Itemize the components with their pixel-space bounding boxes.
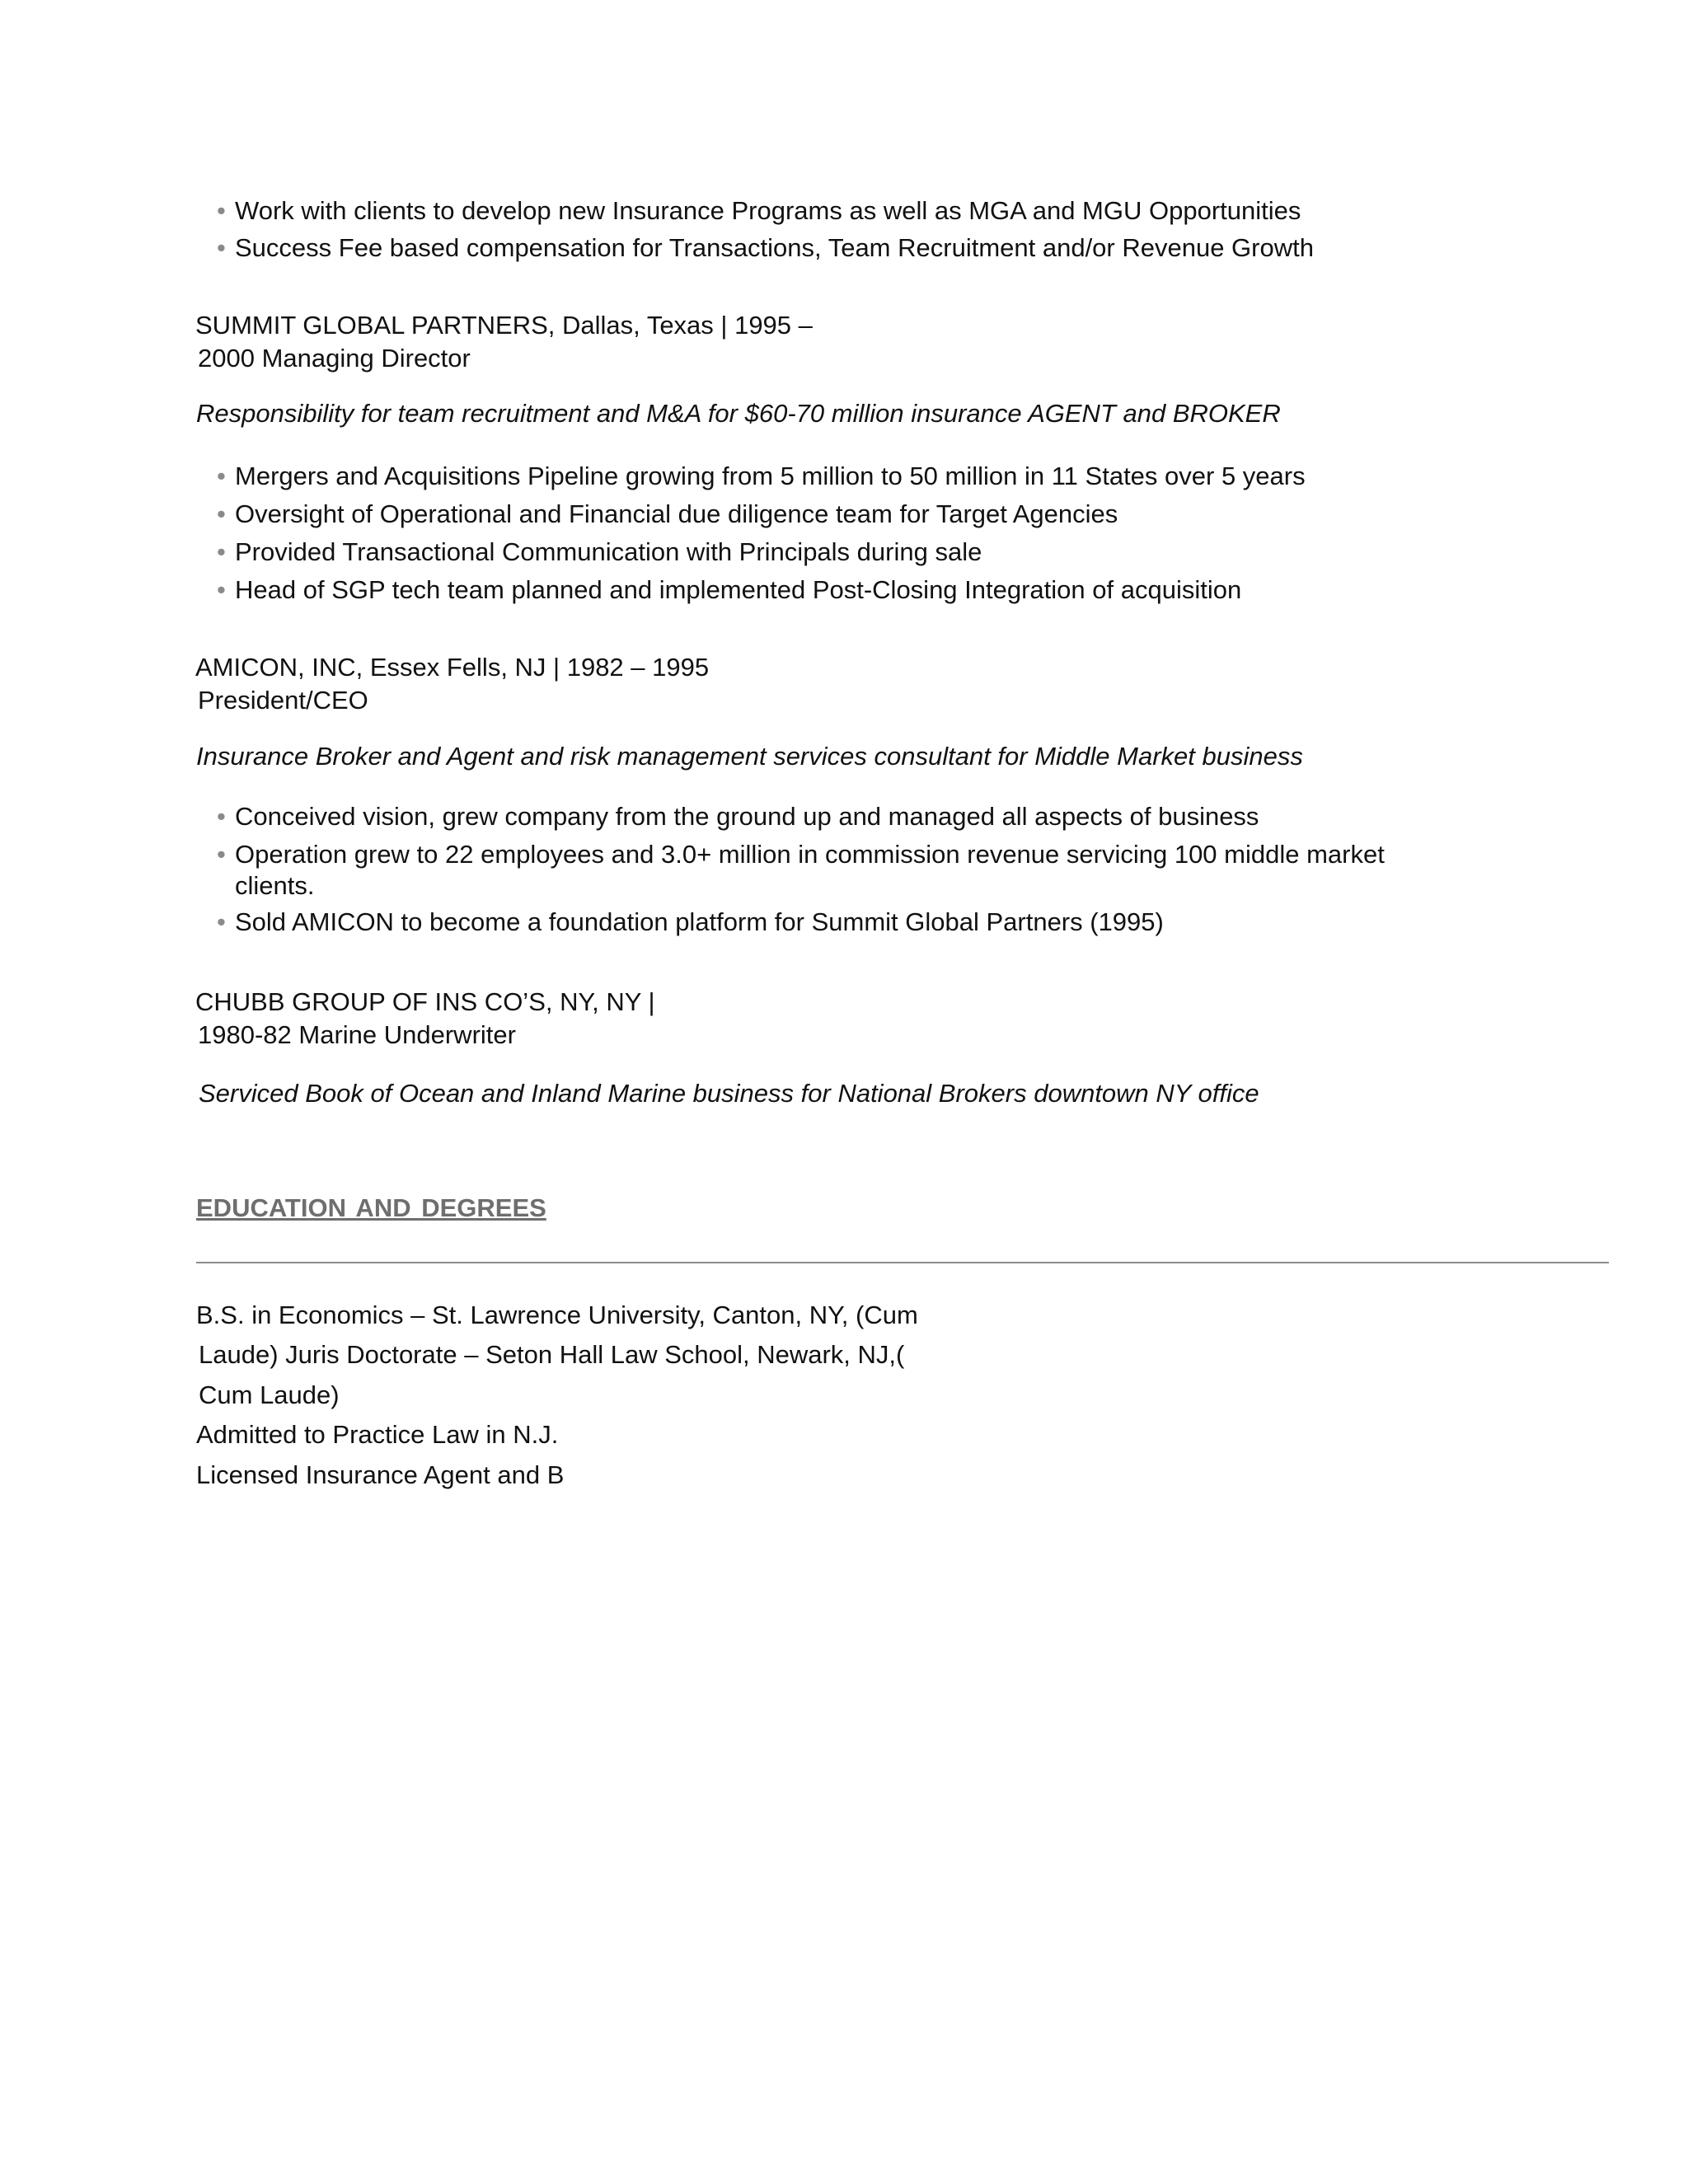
bullet-text: Conceived vision, grew company from the ground up and managed all aspects of business [235,802,1259,831]
bullet-text: Success Fee based compensation for Transactions, Team Recruitment and/or Revenue Growth [235,233,1314,262]
list-item [217,574,1306,606]
bullet-icon: • [217,499,226,528]
job-bullet-list-summit [217,461,1306,606]
job-description-summit: Responsibility for team recruitment and M&A for $60-70 million insurance AGENT and BROKER [196,399,1281,428]
bullet-text: Provided Transactional Communication with Principals during sale [235,537,982,566]
job-bullet-list-amicon [217,801,1438,938]
bullet-icon: • [217,537,226,566]
job-description-chubb: Serviced Book of Ocean and Inland Marine business for National Brokers downtown NY office [199,1079,1259,1108]
list-item [217,195,1314,227]
bullet-text: Mergers and Acquisitions Pipeline growing from 5 million to 50 million in 11 States over 5 years [235,462,1306,490]
bullet-icon: • [217,196,226,225]
bullet-icon: • [217,907,226,936]
education-line: Admitted to Practice Law in N.J. [196,1420,559,1449]
list-item [217,461,1306,492]
job-heading-summit [195,309,813,375]
bullet-icon: • [217,462,226,490]
job-heading-line2: President/CEO [198,686,368,715]
bullet-icon: • [217,575,226,604]
job-description-amicon: Insurance Broker and Agent and risk management services consultant for Middle Market business [196,742,1303,771]
job-heading-line2: 1980-82 Marine Underwriter [198,1020,516,1049]
bullet-icon: • [217,840,226,869]
job-heading-amicon [195,651,709,717]
list-item [217,232,1314,264]
bullet-text: Work with clients to develop new Insurance Programs as well as MGA and MGU Opportunities [235,196,1301,225]
education-line: Laude) Juris Doctorate – Seton Hall Law School, Newark, NJ,( [199,1340,905,1369]
list-item [217,537,1306,568]
list-item [217,907,1438,938]
bullet-text: Operation grew to 22 employees and 3.0+ million in commission revenue servicing 100 middle market clients. [235,840,1385,900]
bullet-text: Head of SGP tech team planned and implemented Post-Closing Integration of acquisition [235,575,1242,604]
bullet-text: Sold AMICON to become a foundation platform for Summit Global Partners (1995) [235,907,1164,936]
top-bullet-list [217,195,1314,264]
job-heading-line1: CHUBB GROUP OF INS CO’S, NY, NY | [195,987,655,1016]
bullet-icon: • [217,233,226,262]
list-item [217,801,1438,832]
job-heading-line2: 2000 Managing Director [198,344,471,373]
education-line: Licensed Insurance Agent and B [196,1460,565,1489]
section-divider [196,1262,1609,1263]
list-item [217,499,1306,530]
job-heading-line1: AMICON, INC, Essex Fells, NJ | 1982 – 1995 [195,653,710,682]
education-line: Cum Laude) [199,1380,340,1409]
section-title-education: EDUCATION AND DEGREES [196,1193,546,1222]
job-heading-line1: SUMMIT GLOBAL PARTNERS, Dallas, Texas | 1995 – [195,311,813,340]
bullet-text: Oversight of Operational and Financial due diligence team for Target Agencies [235,499,1118,528]
education-line: B.S. in Economics – St. Lawrence University, Canton, NY, (Cum [196,1301,918,1329]
list-item [217,839,1438,902]
bullet-icon: • [217,802,226,831]
job-heading-chubb [195,986,655,1052]
